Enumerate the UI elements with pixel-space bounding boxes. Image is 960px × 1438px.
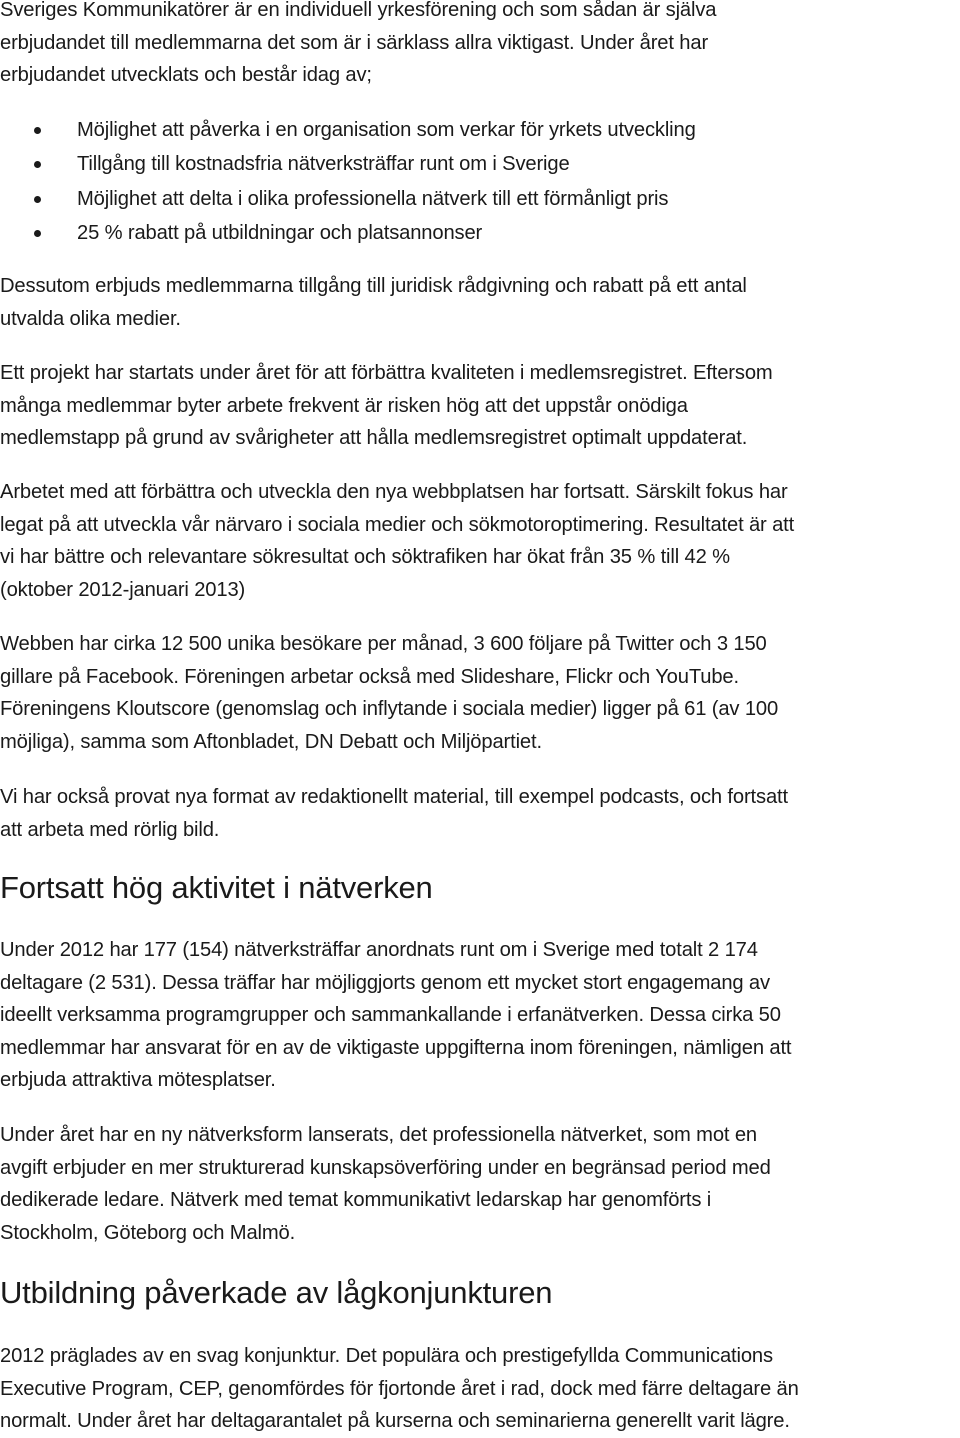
text-line: Executive Program, CEP, genomfördes för fjortonde året i rad, dock med färre deltagare än: [0, 1377, 799, 1400]
list-item: [0, 113, 696, 147]
text-line: Föreningens Kloutscore (genomslag och inflytande i sociala medier) ligger på 61 (av 100: [0, 698, 779, 720]
text-line: Ett projekt har startats under året för att förbättra kvaliteten i medlemsregistret. Eftersom: [0, 362, 773, 384]
text-line: vi har bättre och relevantare sökresultat och söktrafiken har ökat från 35 % till 42 %: [0, 546, 730, 568]
text-line: många medlemmar byter arbete frekvent är risken hög att det uppstår onödiga: [0, 394, 688, 417]
text-line: erbjudandet utvecklats och består idag av;: [0, 64, 372, 86]
text-line: dedikerade ledare. Nätverk med temat kommunikativt ledarskap har genomförts i: [0, 1189, 712, 1211]
bullet-icon: [34, 196, 41, 203]
text-line: erbjuda attraktiva mötesplatser.: [0, 1069, 276, 1091]
text-line: medlemmar har ansvarat för en av de viktigaste uppgifterna inom föreningen, nämligen att: [0, 1036, 792, 1059]
list-item-text: Möjlighet att delta i olika professionella nätverk till ett förmånligt pris: [77, 187, 669, 210]
text-line: avgift erbjuder en mer strukturerad kunskapsöverföring under en begränsad period med: [0, 1156, 771, 1179]
text-line: 2012 präglades av en svag konjunktur. Det populära och prestigefyllda Communications: [0, 1345, 773, 1367]
text-line: utvalda olika medier.: [0, 307, 181, 330]
bullet-icon: [34, 127, 41, 134]
text-line: Under året har en ny nätverksform lanserats, det professionella nätverket, som mot en: [0, 1124, 757, 1146]
economy-paragraph: [0, 1340, 799, 1438]
list-item-text: Tillgång till kostnadsfria nätverksträffar runt om i Sverige: [77, 153, 570, 176]
text-line: ideellt verksamma programgrupper och sammankallande i erfanätverken. Dessa cirka 50: [0, 1004, 781, 1026]
list-item: [0, 216, 696, 250]
text-line: normalt. Under året har deltagarantalet på kurserna och seminarierna generellt varit lägre.: [0, 1410, 790, 1432]
bullet-icon: [34, 230, 41, 237]
text-line: Webben har cirka 12 500 unika besökare per månad, 3 600 följare på Twitter och 3 150: [0, 633, 767, 655]
web-visitors-paragraph: [0, 628, 778, 758]
network-form-paragraph: [0, 1119, 771, 1249]
benefits-list: [0, 113, 696, 250]
network-meetings-paragraph: [0, 934, 791, 1097]
text-line: deltagare (2 531). Dessa träffar har möjliggjorts genom ett mycket stort engagemang av: [0, 971, 770, 994]
text-line: Under 2012 har 177 (154) nätverksträffar anordnats runt om i Sverige med totalt 2 174: [0, 939, 758, 961]
text-line: (oktober 2012-januari 2013): [0, 578, 246, 601]
text-line: erbjudandet till medlemmarna det som är i särklass allra viktigast. Under året har: [0, 31, 709, 54]
bullet-icon: [34, 161, 41, 168]
list-item-text: 25 % rabatt på utbildningar och platsannonser: [77, 221, 483, 244]
website-paragraph: [0, 476, 794, 606]
section-heading-education: Utbildning påverkade av lågkonjunkturen: [0, 1275, 553, 1310]
text-line: Sveriges Kommunikatörer är en individuell yrkesförening och som sådan är själva: [0, 0, 717, 21]
text-line: medlemstapp på grund av svårigheter att hålla medlemsregistret optimalt uppdaterat.: [0, 427, 748, 449]
text-line: Dessutom erbjuds medlemmarna tillgång till juridisk rådgivning och rabatt på ett antal: [0, 275, 747, 297]
intro-paragraph: [0, 0, 716, 92]
text-line: Arbetet med att förbättra och utveckla den nya webbplatsen har fortsatt. Särskilt fokus har: [0, 481, 788, 503]
text-line: möjliga), samma som Aftonbladet, DN Debatt och Miljöpartiet.: [0, 730, 542, 753]
member-register-paragraph: [0, 357, 773, 455]
section-heading-networks: Fortsatt hög aktivitet i nätverken: [0, 870, 433, 905]
text-line: legat på att utveckla vår närvaro i sociala medier och sökmotoroptimering. Resultatet är att: [0, 513, 795, 536]
text-line: att arbeta med rörlig bild.: [0, 818, 220, 841]
new-formats-paragraph: [0, 781, 788, 846]
list-item-text: Möjlighet att påverka i en organisation som verkar för yrkets utveckling: [77, 119, 696, 141]
text-line: Vi har också provat nya format av redaktionellt material, till exempel podcasts, och fortsatt: [0, 786, 788, 808]
benefits-extra-paragraph: [0, 270, 747, 335]
list-item: [0, 182, 696, 216]
list-item: [0, 147, 696, 181]
text-line: Stockholm, Göteborg och Malmö.: [0, 1221, 296, 1244]
text-line: gillare på Facebook. Föreningen arbetar också med Slideshare, Flickr och YouTube.: [0, 665, 739, 688]
